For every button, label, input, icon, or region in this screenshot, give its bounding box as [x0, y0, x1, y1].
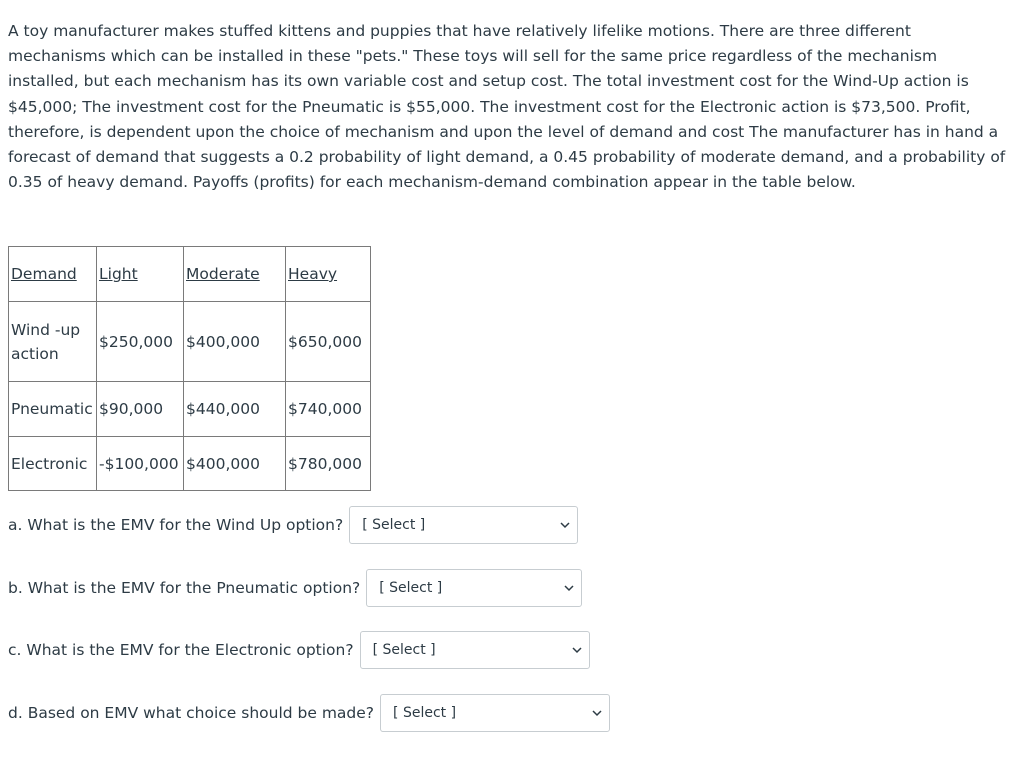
table-cell: $650,000 [286, 302, 371, 382]
chevron-down-icon [591, 707, 603, 719]
answer-a-select[interactable] [349, 506, 578, 544]
answer-a-selected: [ Select ] [362, 517, 426, 533]
question-c [8, 631, 590, 669]
row-label: Pneumatic [9, 382, 97, 437]
table-cell: -$100,000 [97, 437, 184, 491]
question-d-label: d. Based on EMV what choice should be made? [8, 704, 375, 722]
header-demand: Demand [11, 265, 77, 283]
header-cell [184, 247, 286, 302]
row-label: Electronic [9, 437, 97, 491]
header-cell [286, 247, 371, 302]
payoff-table [8, 246, 371, 491]
header-light: Light [99, 265, 138, 283]
table-cell: $250,000 [97, 302, 184, 382]
table-cell: $90,000 [97, 382, 184, 437]
table-cell: $440,000 [184, 382, 286, 437]
table-row [9, 437, 371, 491]
header-cell [9, 247, 97, 302]
table-row [9, 302, 371, 382]
answer-d-selected: [ Select ] [393, 705, 457, 721]
answer-b-selected: [ Select ] [379, 580, 443, 596]
table-cell: $740,000 [286, 382, 371, 437]
answer-c-select[interactable] [360, 631, 590, 669]
answer-d-select[interactable] [380, 694, 610, 732]
question-d [8, 694, 610, 732]
answer-c-selected: [ Select ] [372, 642, 436, 658]
chevron-down-icon [559, 519, 571, 531]
table-cell: $400,000 [184, 302, 286, 382]
table-row [9, 382, 371, 437]
table-cell: $780,000 [286, 437, 371, 491]
question-a-label: a. What is the EMV for the Wind Up option? [8, 516, 344, 534]
chevron-down-icon [571, 644, 583, 656]
question-b-label: b. What is the EMV for the Pneumatic option? [8, 579, 361, 597]
question-text: A toy manufacturer makes stuffed kittens and puppies that have relatively lifelike motions. There are three different mechanisms which can be installed in these "pets." These toys will sell for the same price regardless of the mechanism installed, but each mechanism has its own variable cost and setup cost. The total investment cost for the Wind-Up action is $45,000; The investment cost for the Pneumatic is $55,000. The investment cost for the Electronic action is $73,500. Profit, therefore, is dependent upon the choice of mechanism and upon the level of demand and cost The manufacturer has in hand a forecast of demand that suggests a 0.2 probability of light demand, a 0.45 probability of moderate demand, and a probability of 0.35 of heavy demand. Payoffs (profits) for each mechanism-demand combination appear in the table below. [8, 22, 1006, 192]
header-moderate: Moderate [186, 265, 260, 283]
question-a [8, 506, 578, 544]
table-cell: $400,000 [184, 437, 286, 491]
question-b [8, 569, 582, 607]
chevron-down-icon [563, 582, 575, 594]
row-label: Wind -up action [9, 302, 97, 382]
table-header-row [9, 247, 371, 302]
answer-b-select[interactable] [366, 569, 582, 607]
header-cell [97, 247, 184, 302]
question-c-label: c. What is the EMV for the Electronic option? [8, 641, 354, 659]
header-heavy: Heavy [288, 265, 338, 283]
